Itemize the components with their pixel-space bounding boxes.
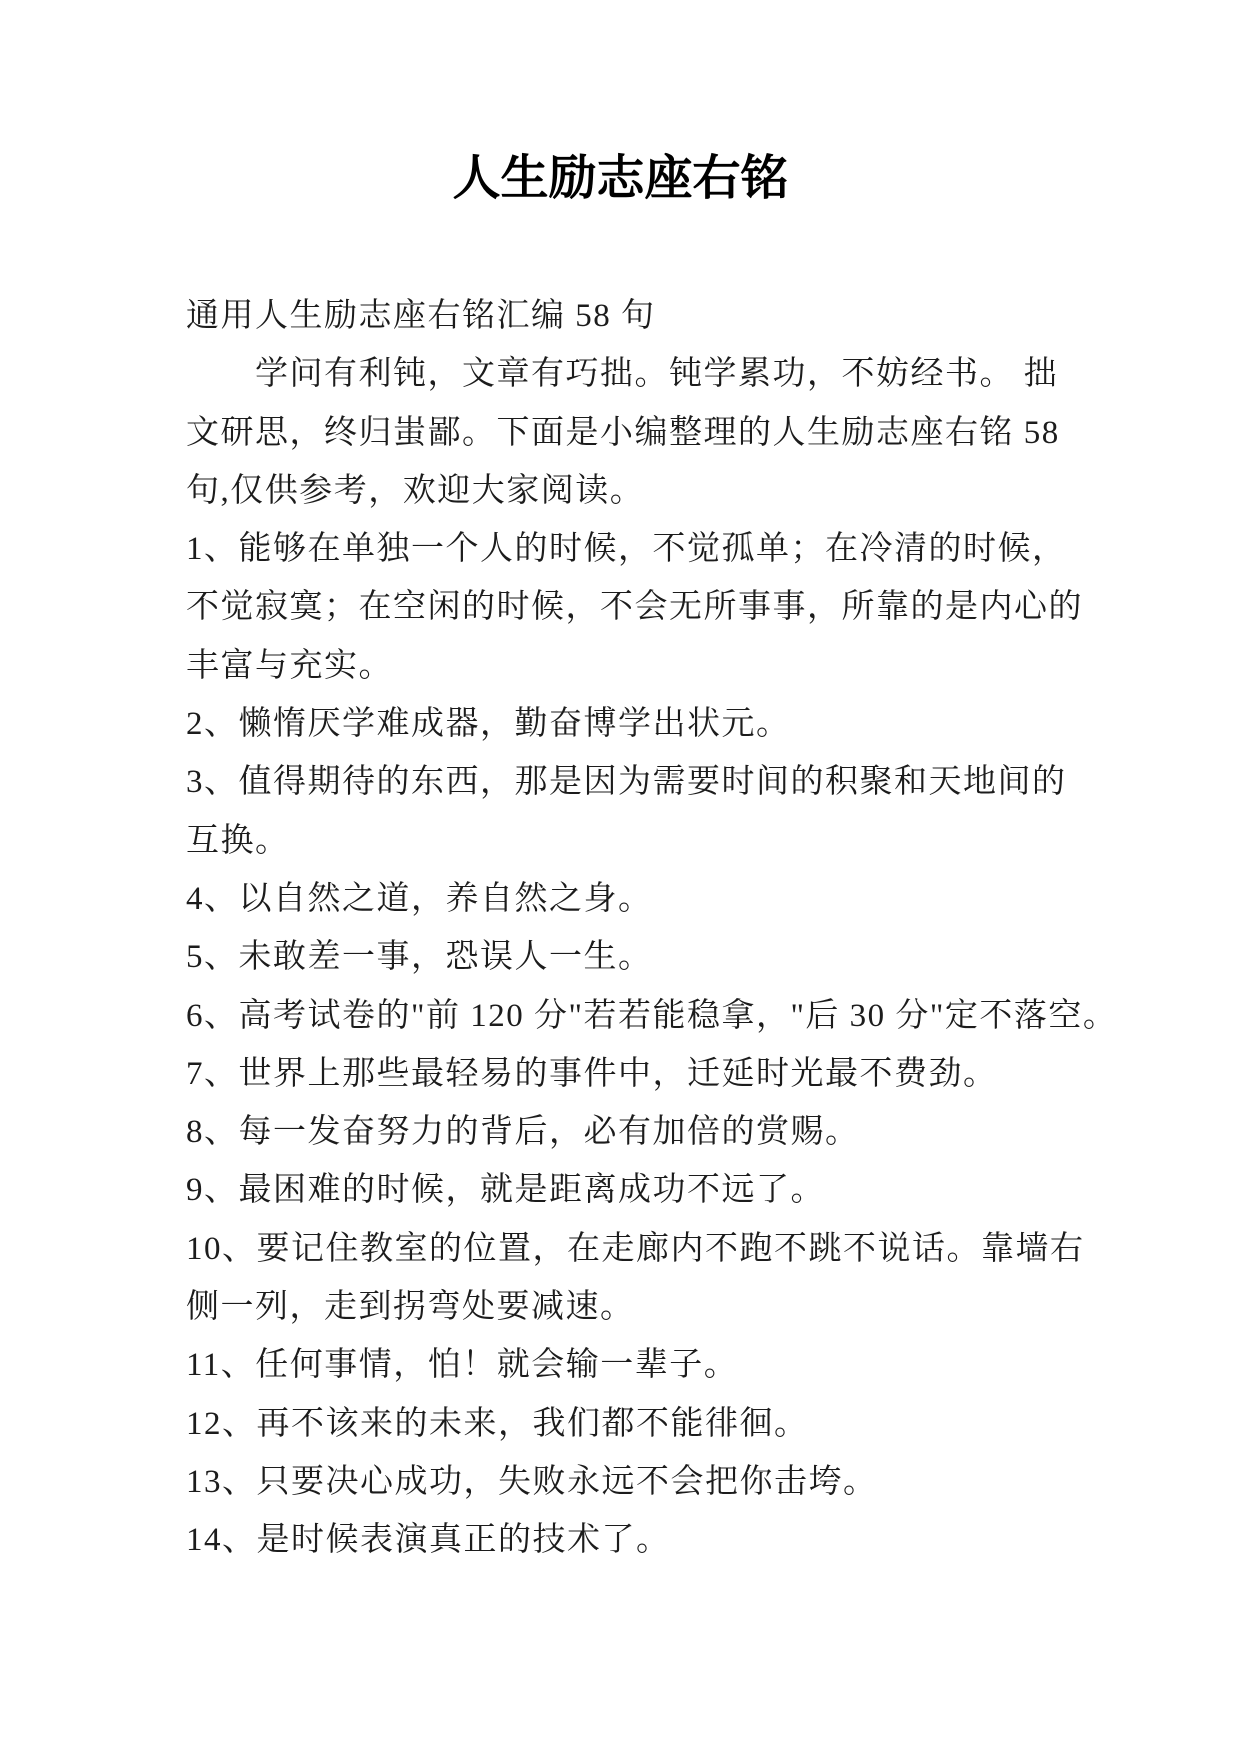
text-line: 12、再不该来的未来，我们都不能徘徊。: [186, 1405, 809, 1442]
text-line: 11、任何事情，怕！就会输一辈子。: [186, 1347, 739, 1384]
text-line: 通用人生励志座右铭汇编 58 句: [186, 298, 656, 334]
text-line: 9、最困难的时候，就是距离成功不远了。: [186, 1172, 825, 1209]
text-line: 2、懒惰厌学难成器，勤奋博学出状元。: [186, 706, 791, 743]
text-line: 8、每一发奋努力的背后，必有加倍的赏赐。: [186, 1114, 860, 1151]
paragraph: [186, 287, 1055, 345]
motto-item: [186, 1511, 1055, 1569]
motto-item: [186, 753, 1067, 870]
text-line: 互换。: [186, 822, 290, 859]
motto-item: [186, 1220, 1085, 1337]
motto-item: [186, 1161, 1055, 1219]
text-line: 1、能够在单独一个人的时候，不觉孤单；在冷清的时候，: [186, 531, 1067, 568]
paragraph: [186, 345, 1060, 520]
motto-item: [186, 870, 1055, 928]
text-line: 7、世界上那些最轻易的事件中，迁延时光最不费劲。: [186, 1055, 998, 1092]
text-line: 侧一列，走到拐弯处要减速。: [186, 1289, 635, 1326]
motto-item: [186, 928, 1055, 986]
text-line: 丰富与充实。: [186, 647, 393, 684]
motto-item: [186, 1336, 1055, 1394]
text-line: 4、以自然之道，养自然之身。: [186, 880, 653, 917]
motto-item: [186, 695, 1055, 753]
text-line: 学问有利钝，文章有巧拙。钝学累功，不妨经书。 拙: [255, 356, 1059, 393]
text-line: 3、值得期待的东西，那是因为需要时间的积聚和天地间的: [186, 764, 1067, 801]
motto-item: [186, 520, 1083, 695]
motto-item: [186, 1395, 1055, 1453]
page-title: 人生励志座右铭: [452, 152, 789, 205]
text-line: 不觉寂寞；在空闲的时候，不会无所事事，所靠的是内心的: [186, 589, 1083, 626]
text-line: 5、未敢差一事，恐误人一生。: [186, 939, 653, 976]
motto-item: [186, 1453, 1055, 1511]
text-line: 文研思，终归蚩鄙。下面是小编整理的人生励志座右铭 58: [186, 414, 1060, 451]
motto-item: [186, 1103, 1055, 1161]
motto-item: [186, 1045, 1055, 1103]
document-body: [0, 287, 1241, 1570]
text-line: 13、只要决心成功，失败永远不会把你击垮。: [186, 1463, 878, 1500]
motto-item: [186, 987, 1118, 1045]
text-line: 6、高考试卷的"前 120 分"若若能稳拿，"后 30 分"定不落空。: [186, 997, 1118, 1034]
text-line: 句,仅供参考，欢迎大家阅读。: [186, 472, 645, 509]
text-line: 14、是时候表演真正的技术了。: [186, 1522, 671, 1559]
text-line: 10、要记住教室的位置，在走廊内不跑不跳不说话。靠墙右: [186, 1230, 1085, 1267]
